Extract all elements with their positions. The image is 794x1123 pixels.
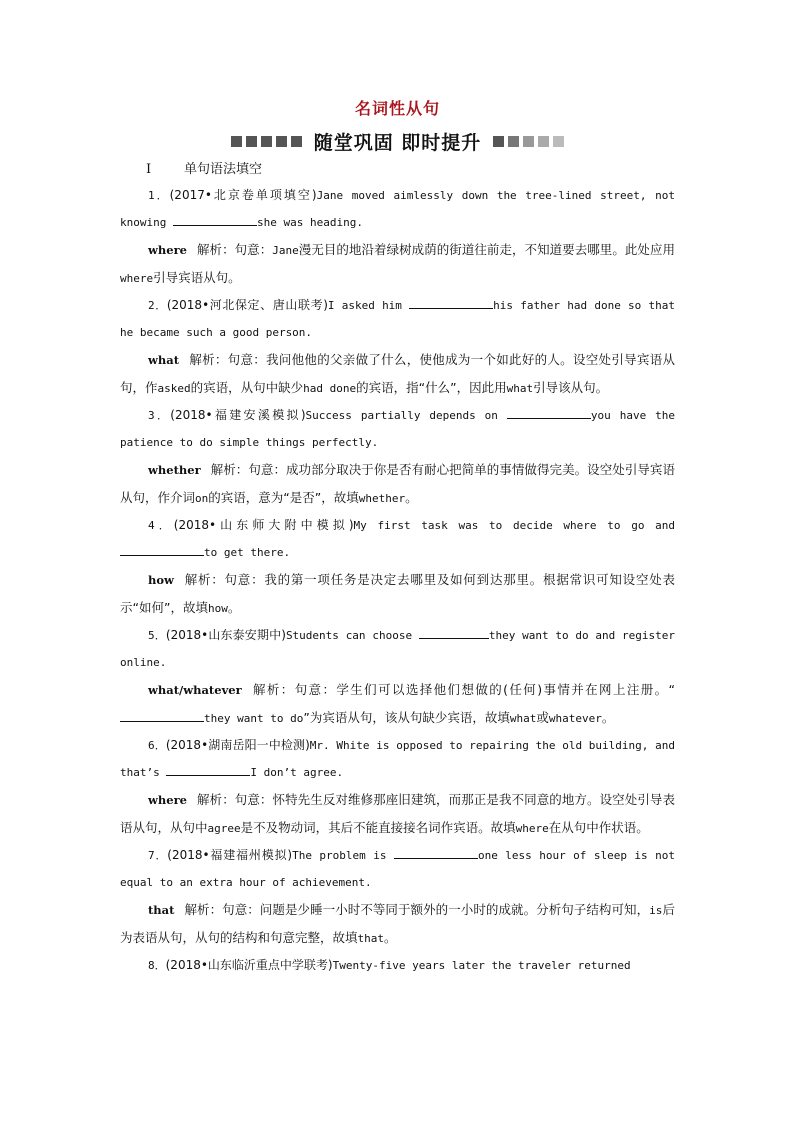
question-stem: Success partially depends on <box>305 409 507 422</box>
answer-blank <box>419 627 489 639</box>
question-text <box>120 402 675 456</box>
question-stem-end: one less hour of sleep is not equal to an extra hour of achievement. <box>120 849 676 889</box>
question-stem: My first task was to decide where to go and <box>353 519 676 532</box>
question-list <box>120 182 675 979</box>
analysis-text: how <box>207 602 228 615</box>
analysis-text: 。 <box>601 710 615 725</box>
question-stem-end: to get there. <box>204 546 291 559</box>
analysis-text: 或 <box>536 710 549 725</box>
analysis-text: where <box>515 822 549 835</box>
answer-key: what/whatever <box>148 683 242 697</box>
question-source: (2018•山东泰安期中) <box>165 628 286 642</box>
banner-square-icon <box>523 136 534 147</box>
answer-key: what <box>148 353 180 367</box>
question-stem-end: she was heading. <box>256 216 363 229</box>
analysis-text: 的宾语，指“什么”，因此用 <box>356 380 507 395</box>
question-source: (2018•山东临沂重点中学联考) <box>165 958 333 972</box>
question-text <box>120 182 675 236</box>
banner-square-icon <box>553 136 564 147</box>
answer-blank <box>409 297 493 309</box>
analysis-text: asked <box>157 382 191 395</box>
answer-blank <box>120 544 204 556</box>
question-number: 4． <box>148 519 174 532</box>
analysis-text: whatever <box>548 712 602 725</box>
question-stem-end: you have the patience to do simple things perfectly. <box>120 409 676 449</box>
question-number: 2． <box>148 299 167 312</box>
document-page <box>120 98 675 979</box>
answer-blank <box>173 214 257 226</box>
answer-key: how <box>148 573 174 587</box>
banner-square-icon <box>246 136 257 147</box>
analysis-text: 漫无目的地沿着绿树成荫的街道往前走，不知道要去哪里。此处应用 <box>298 242 675 257</box>
answer-analysis <box>120 566 675 622</box>
analysis-text: 的宾语，意为“是否”，故填 <box>208 490 359 505</box>
answer-analysis <box>120 236 675 292</box>
analysis-text: is <box>649 904 663 917</box>
analysis-text: 解析：句意： <box>196 242 273 257</box>
section-banner <box>120 128 675 154</box>
banner-square-icon <box>231 136 242 147</box>
analysis-text: 解析：句意：怀特先生反对维修那座旧建筑，而那正是我不同意的地方。设空处引导表语从句，从句中 <box>120 792 675 835</box>
question-text <box>120 952 675 979</box>
section-title: 单句语法填空 <box>184 162 263 177</box>
analysis-text: 。 <box>405 490 418 505</box>
analysis-text: whether <box>358 492 406 505</box>
answer-blank <box>394 847 478 859</box>
analysis-text: 解析：句意：我问他他的父亲做了什么，使他成为一个如此好的人。设空处引导宾语从句，作 <box>120 352 675 395</box>
answer-analysis <box>120 896 675 952</box>
analysis-text: 后为表语从句，从句的结构和句意完整，故填 <box>120 902 675 945</box>
question-stem-end: his father had done so that he became such a good person. <box>120 299 676 339</box>
banner-square-icon <box>508 136 519 147</box>
question-stem: Mr. White is opposed to repairing the old building, and that’s <box>120 739 676 779</box>
analysis-text: 的宾语，从句中缺少 <box>190 380 304 395</box>
answer-key: that <box>148 903 175 917</box>
section-heading <box>120 158 675 182</box>
answer-analysis <box>120 346 675 402</box>
question-source: (2018•福建福州模拟) <box>167 848 293 862</box>
question-stem: Students can choose <box>285 629 419 642</box>
question-source: (2018•湖南岳阳一中检测) <box>165 738 310 752</box>
question-source: (2018•福建安溪模拟) <box>170 408 306 422</box>
analysis-text: 解析：句意：学生们可以选择他们想做的(任何)事情并在网上注册。“ <box>251 682 675 697</box>
section-number: Ⅰ <box>146 162 152 177</box>
analysis-text: that <box>357 932 385 945</box>
banner-text: 随堂巩固 即时提升 <box>313 131 482 154</box>
question-text <box>120 512 675 566</box>
question-source: (2018•山东师大附中模拟) <box>173 518 354 532</box>
question-source: (2018•河北保定、唐山联考) <box>166 298 328 312</box>
analysis-text: 是不及物动词，其后不能直接接名词作宾语。故填 <box>240 820 516 835</box>
question-number: 6． <box>148 739 166 752</box>
analysis-text: 在从句中作状语。 <box>548 820 649 835</box>
analysis-text: 引导该从句。 <box>533 380 609 395</box>
question-source: (2017•北京卷单项填空) <box>169 188 317 202</box>
banner-square-icon <box>538 136 549 147</box>
question-stem: Jane moved aimlessly down the tree-lined street, not knowing <box>120 189 676 229</box>
question-number: 5． <box>148 629 166 642</box>
question-stem: I asked him <box>327 299 410 312</box>
question-text <box>120 292 675 346</box>
answer-key: where <box>148 793 187 807</box>
analysis-text: 解析：句意：成功部分取决于你是否有耐心把简单的事情做得完美。设空处引导宾语从句，作介词 <box>120 462 675 505</box>
question-number: 7． <box>148 849 168 862</box>
analysis-text: 解析：句意：问题是少睡一小时不等同于额外的一小时的成就。分析句子结构可知， <box>184 902 650 917</box>
answer-key: where <box>148 243 187 257</box>
analysis-text: what <box>506 382 534 395</box>
analysis-text: agree <box>207 822 241 835</box>
analysis-text: 。 <box>227 600 241 615</box>
document-title: 名词性从句 <box>354 99 440 118</box>
answer-blank <box>166 764 250 776</box>
answer-analysis <box>120 456 675 512</box>
question-number: 1． <box>148 189 170 202</box>
analysis-text: 解析：句意：我的第一项任务是决定去哪里及如何到达那里。根据常识可知设空处表示“如何”，故填 <box>120 572 675 615</box>
question-stem: The problem is <box>292 849 394 862</box>
answer-key: whether <box>148 463 201 477</box>
analysis-text: what <box>509 712 537 725</box>
banner-square-icon <box>291 136 302 147</box>
question-number: 3． <box>148 409 171 422</box>
analysis-text: had done <box>303 382 357 395</box>
answer-analysis <box>120 676 675 732</box>
analysis-text: on <box>195 492 209 505</box>
banner-square-icon <box>493 136 504 147</box>
question-stem: Twenty-five years later the traveler returned <box>332 959 631 972</box>
analysis-text: Jane <box>272 244 299 257</box>
question-text <box>120 842 675 896</box>
banner-square-icon <box>261 136 272 147</box>
answer-blank <box>120 710 204 722</box>
analysis-text: ”为宾语从句，该从句缺少宾语，故填 <box>303 710 510 725</box>
analysis-text: they want to do <box>204 712 304 725</box>
question-stem-end: they want to do and register online. <box>120 629 676 669</box>
analysis-text: 。 <box>384 930 397 945</box>
question-text <box>120 622 675 676</box>
question-text <box>120 732 675 786</box>
answer-analysis <box>120 786 675 842</box>
question-stem-end: I don’t agree. <box>250 766 344 779</box>
question-number: 8． <box>148 959 166 972</box>
answer-blank <box>507 407 591 419</box>
analysis-text: where <box>120 272 154 285</box>
analysis-text: 引导宾语从句。 <box>153 270 241 285</box>
banner-square-icon <box>276 136 287 147</box>
